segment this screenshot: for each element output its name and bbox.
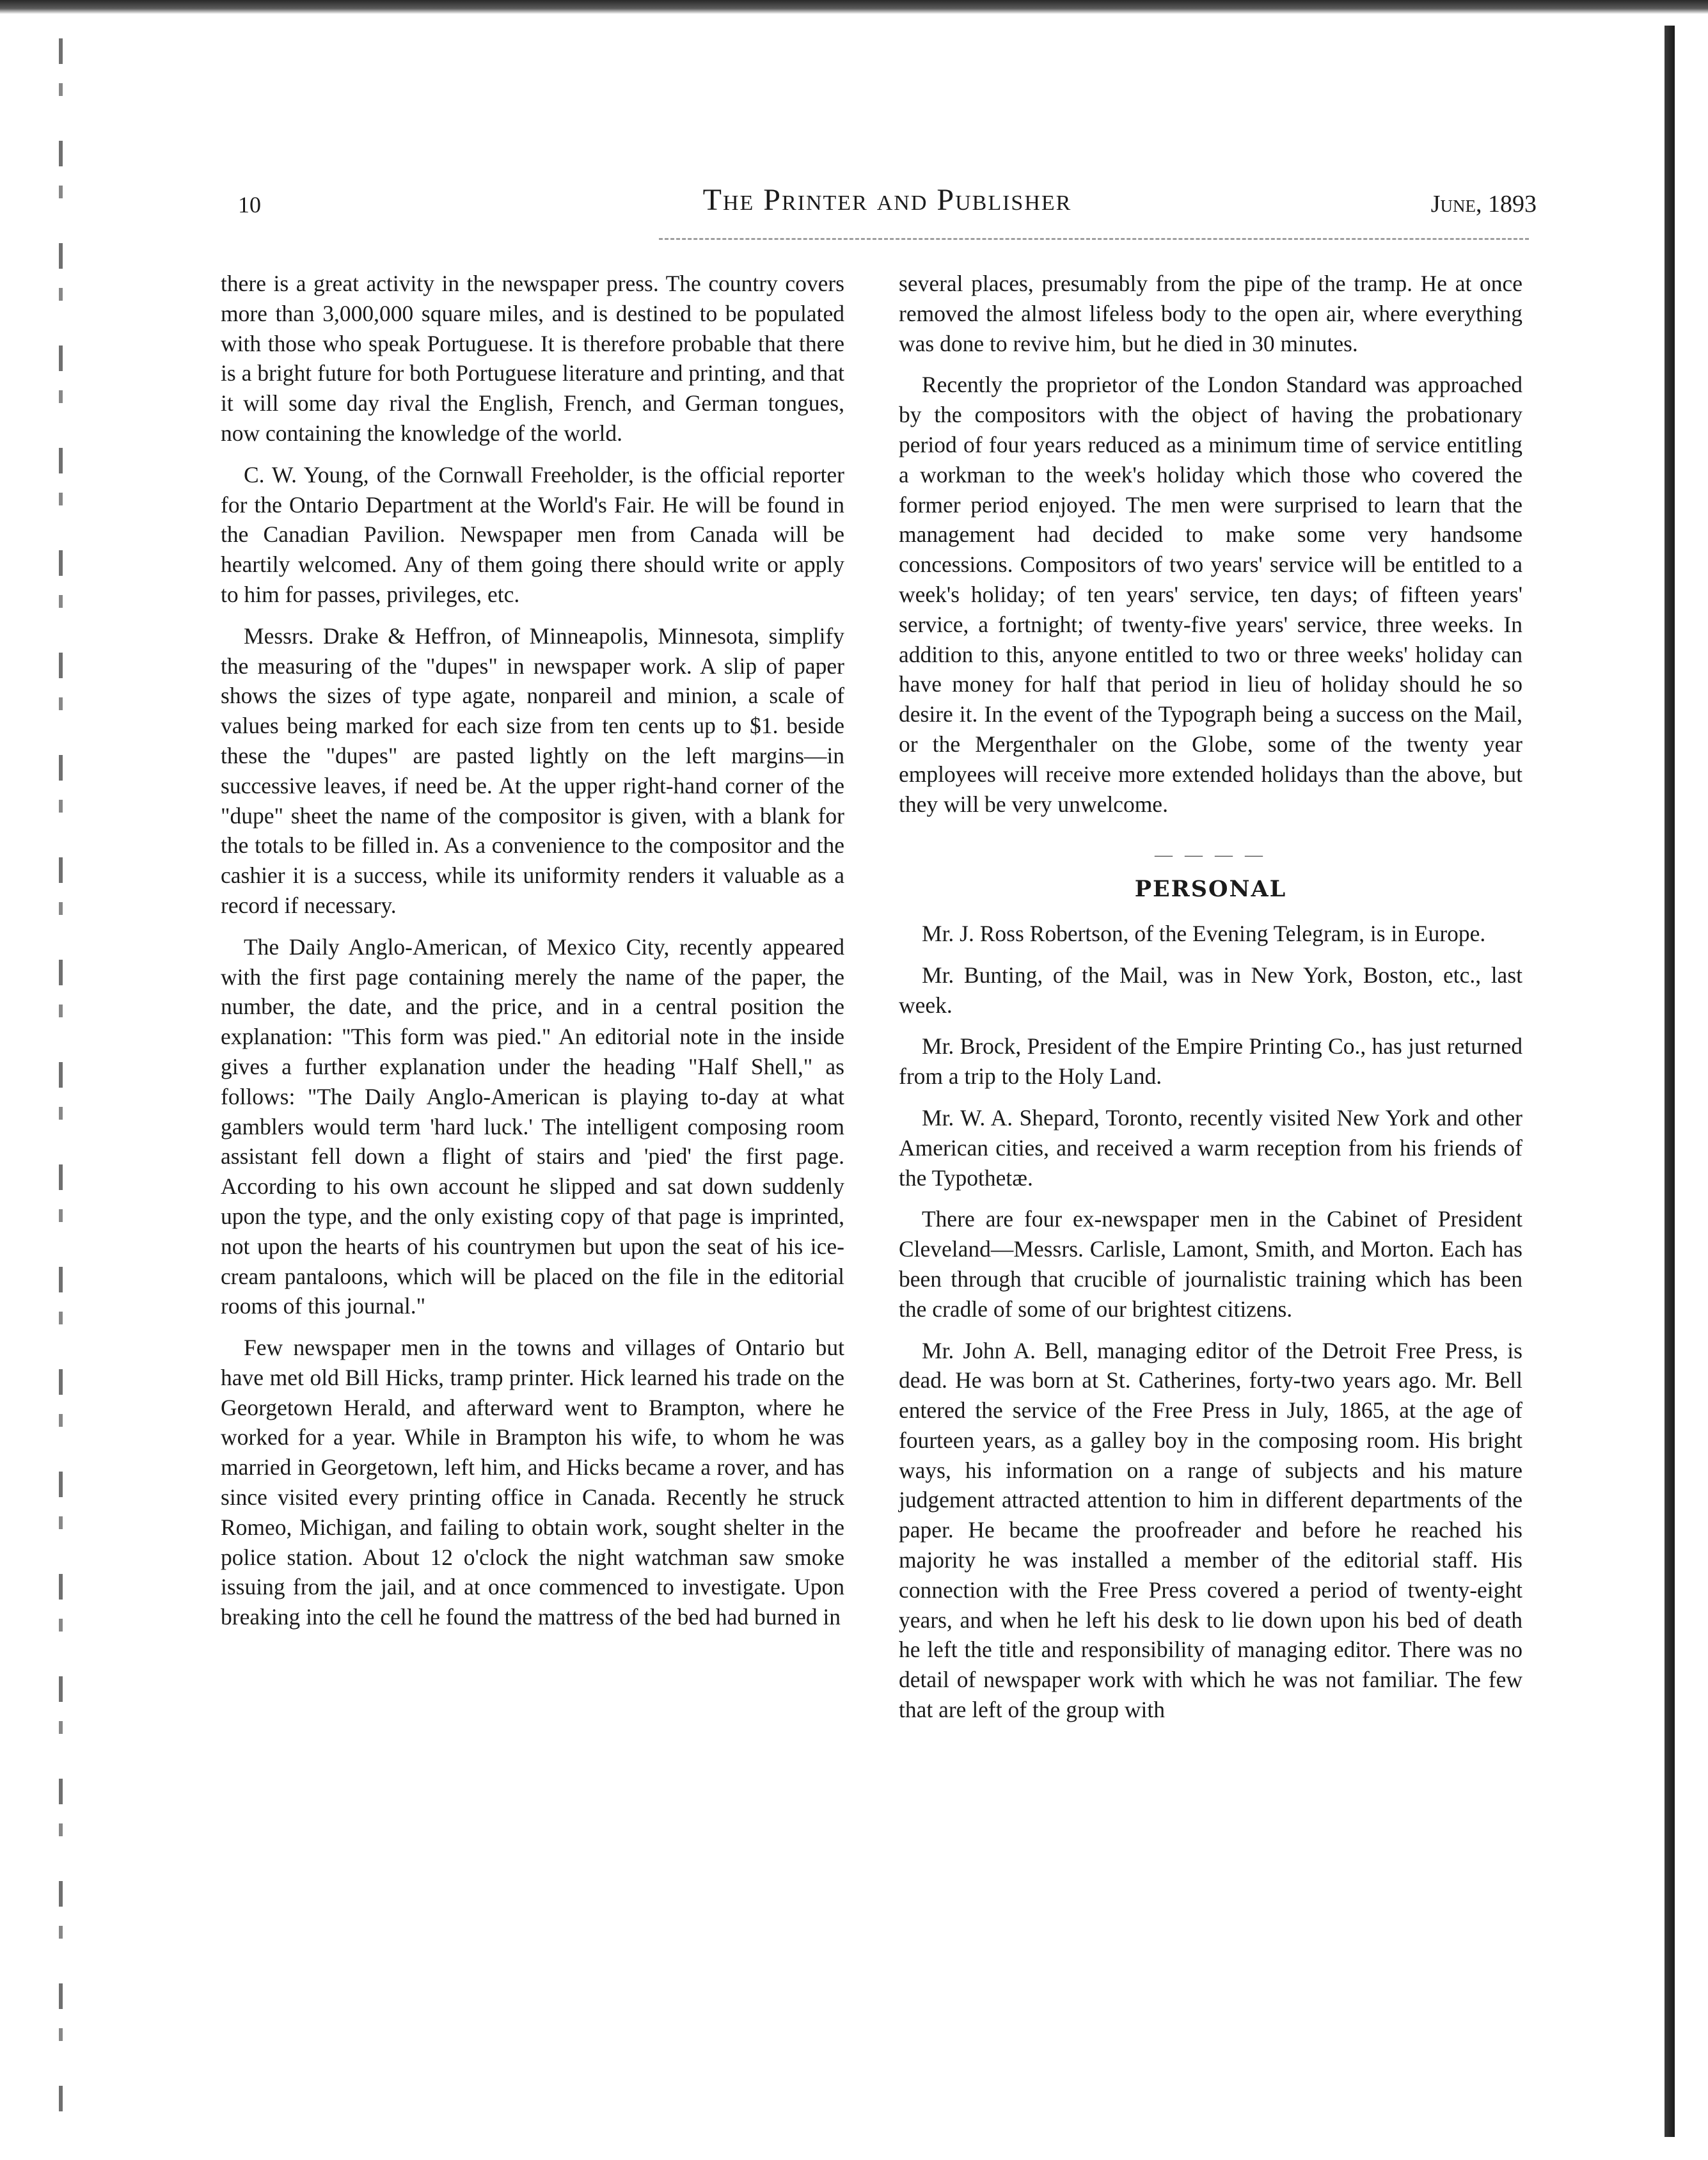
personal-item-bell: Mr. John A. Bell, managing editor of the Detroit Free Press, is dead. He was born at St. Catherines, forty-two years ago. Mr. Bell entered the service of the Free Press in July, 1865, at the age of fourteen years, as a galley boy in the composing room. His bright ways, his information on a range of subjects and his mature judgement attracted attention to him in different departments of the paper. He became the proofreader and before he reached his majority he was installed a member of the editorial staff. His connection with the Free Press covered a period of twenty-eight years, and when he left his desk to lie down upon his bed of death he left the title and responsibility of managing editor. There was no detail of newspaper work with which he was not familiar. The few that are left of the group with xyxy=(899,1337,1522,1723)
paragraph-bill-hicks: Few newspaper men in the towns and villages of Ontario but have met old Bill Hicks, tramp printer. Hick learned his trade on the Georgetown Herald, and afterward went to Brampton, where he worked for a year. While in Brampton his wife, to whom he was married in Georgetown, left him, and Hicks became a rover, and has since visited every printing office in Canada. Recently he struck Romeo, Michigan, and failing to obtain work, sought shelter in the police station. About 12 o'clock the night watchman saw smoke issuing from the jail, and at once commenced to investigate. Upon breaking into the cell he found the mattress of the bed had burned in xyxy=(221,1335,844,1630)
personal-item-bunting: Mr. Bunting, of the Mail, was in New York, Boston, etc., last week. xyxy=(899,962,1522,1018)
paragraph-london-standard: Recently the proprietor of the London Standard was approached by the compositors with the object of having the probationary period of four years reduced as a minimum time of service entitling a workman to the week's holiday which those who covered the former period enjoyed. The men were surprised to learn that the management had decided to make some very handsome concessions. Compositors of two years' service will be entitled to a week's holiday; of ten years' service, ten days; of fifteen years' service, a fortnight; of twenty-five years' service, three weeks. In addition to this, anyone entitled to two or three weeks' holiday can have money for half that period in lieu of holiday should he so desire it. In the event of the Typograph being a success on the Mail, or the Mergenthaler on the Globe, some of the twenty year employees will receive more extended holidays than the above, but they will be very unwelcome. xyxy=(899,372,1522,817)
section-heading-personal: PERSONAL xyxy=(1134,876,1287,903)
scan-border-right xyxy=(1665,26,1675,2137)
section-divider: — — — — xyxy=(1155,845,1267,866)
page-header xyxy=(238,182,1537,227)
personal-item-brock: Mr. Brock, President of the Empire Printing Co., has just returned from a trip to the Holy Land. xyxy=(899,1033,1522,1090)
personal-item-shepard: Mr. W. A. Shepard, Toronto, recently visited New York and other American cities, and received a warm reception from his friends of the Typothetæ. xyxy=(899,1104,1522,1191)
paragraph-drake-heffron: Messrs. Drake & Heffron, of Minneapolis, Minnesota, simplify the measuring of the "dupes" in newspaper work. A slip of paper shows the sizes of type agate, nonpareil and minion, a scale of values being marked for each size from ten cents up to $1. beside these the "dupes" are pasted lightly on the left margins—in successive leaves, if need be. At the upper right-hand corner of the "dupe" sheet the name of the compositor is given, with a blank for the totals to be filled in. As a convenience to the compositor and the cashier it is a success, while its uniformity renders it valuable as a record if necessary. xyxy=(221,623,844,918)
page-number: 10 xyxy=(238,192,261,218)
paragraph-hicks-continued: several places, presumably from the pipe of the tramp. He at once removed the almost lifeless body to the open air, where everything was done to revive him, but he died in 30 minutes. xyxy=(899,271,1522,356)
personal-item-robertson: Mr. J. Ross Robertson, of the Evening Telegram, is in Europe. xyxy=(922,920,1486,946)
scan-border-left xyxy=(59,38,63,2124)
header-rule xyxy=(659,238,1529,242)
left-column xyxy=(221,269,844,2124)
publication-title: The Printer and Publisher xyxy=(702,183,1072,217)
personal-item-cabinet: There are four ex-newspaper men in the Cabinet of President Cleveland—Messrs. Carlisle, Lamont, Smith, and Morton. Each has been through that crucible of journalistic training which has been the cradle of some of our brightest citizens. xyxy=(899,1206,1522,1322)
paragraph-anglo-american: The Daily Anglo-American, of Mexico City, recently appeared with the first page containing merely the name of the paper, the number, the date, and the price, and in a central position the explanation: "This form was pied." An editorial note in the inside gives a further explanation under the heading "Half Shell," as follows: "The Daily Anglo-American is playing to-day at what gamblers would term 'hard luck.' The intelligent composing room assistant fell down a flight of stairs and 'pied' the first page. According to his own account he slipped and sat down suddenly upon the type, and the only existing copy of that page is imprinted, not upon the hearts of his countrymen but upon the seat of his ice-cream pantaloons, which will be placed on the file in the editorial rooms of this journal." xyxy=(221,933,844,1319)
scan-border-top xyxy=(0,0,1708,14)
paragraph-young-freeholder: C. W. Young, of the Cornwall Freeholder, is the official reporter for the Ontario Department at the World's Fair. He will be found in the Canadian Pavilion. Newspaper men from Canada will be heartily welcomed. Any of them going there should write or apply to him for passes, privileges, etc. xyxy=(221,461,844,607)
paragraph-brazil-press: there is a great activity in the newspaper press. The country covers more than 3,000,000 square miles, and is destined to be populated with those who speak Portuguese. It is therefore probable that there is a bright future for both Portuguese literature and printing, and that it will some day rival the English, French, and German tongues, now containing the knowledge of the world. xyxy=(221,271,844,446)
right-column xyxy=(899,269,1522,2124)
issue-date: June, 1893 xyxy=(1430,191,1537,218)
